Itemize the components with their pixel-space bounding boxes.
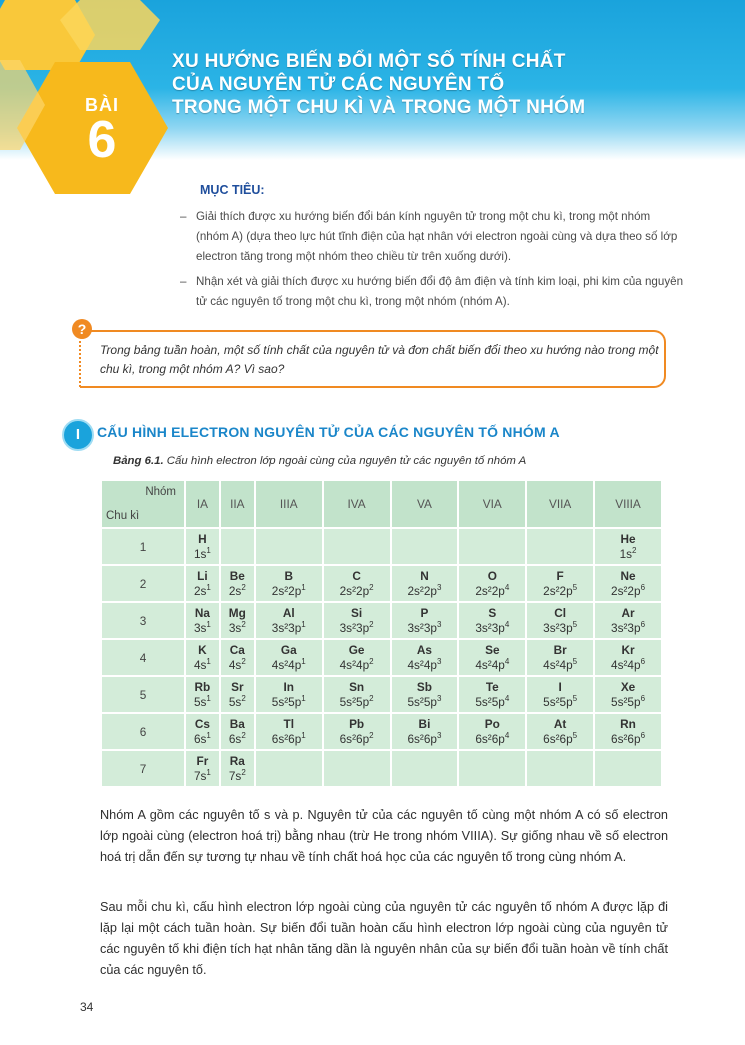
electron-config: $3s^23p^6$ bbox=[611, 619, 646, 635]
element-cell bbox=[221, 640, 254, 675]
element-symbol: Tl bbox=[283, 716, 294, 731]
group-header: IIA bbox=[221, 481, 254, 527]
element-cell bbox=[595, 751, 661, 786]
table-row bbox=[102, 529, 661, 564]
table-row bbox=[102, 751, 661, 786]
table-caption bbox=[113, 455, 673, 467]
element-cell bbox=[221, 566, 254, 601]
corner-period-label: Chu kì bbox=[106, 510, 140, 522]
element-symbol: Cs bbox=[194, 716, 210, 731]
group-header: IIIA bbox=[256, 481, 322, 527]
electron-config: $4s^24p^1$ bbox=[271, 656, 306, 672]
table-row bbox=[102, 566, 661, 601]
electron-config: $5s^25p^3$ bbox=[407, 693, 442, 709]
section-number-icon: I bbox=[62, 419, 94, 451]
element-symbol: Rb bbox=[194, 679, 211, 694]
objective-text: Nhận xét và giải thích được xu hướng biến đổi độ âm điện và tính kim loại, phi kim của nguyên tử các nguyên tố trong một chu kì, trong một nhóm (nhóm A). bbox=[196, 275, 684, 308]
page-number: 34 bbox=[80, 1000, 94, 1014]
question-icon: ? bbox=[72, 319, 92, 339]
element-cell bbox=[459, 603, 525, 638]
element-cell bbox=[186, 529, 219, 564]
element-symbol: B bbox=[284, 568, 294, 583]
element-cell bbox=[459, 640, 525, 675]
electron-config: $5s^25p^5$ bbox=[543, 693, 578, 709]
question-text: Trong bảng tuần hoàn, một số tính chất của nguyên tử và đơn chất biến đổi theo xu hướng nào trong một chu kì, trong một nhóm A? Vì sao? bbox=[100, 343, 659, 376]
group-header: VIIIA bbox=[595, 481, 661, 527]
element-cell bbox=[595, 714, 661, 749]
element-symbol: Br bbox=[553, 642, 567, 657]
element-cell bbox=[527, 677, 593, 712]
dash-bullet: – bbox=[180, 275, 187, 288]
electron-config: $6s^26p^5$ bbox=[543, 730, 578, 746]
electron-config: $4s^2$ bbox=[228, 656, 246, 672]
electron-config: $7s^2$ bbox=[228, 767, 246, 783]
electron-config: $4s^24p^6$ bbox=[611, 656, 646, 672]
electron-config: $5s^25p^1$ bbox=[271, 693, 306, 709]
element-cell bbox=[595, 640, 661, 675]
element-cell bbox=[324, 640, 390, 675]
element-symbol: Na bbox=[194, 605, 210, 620]
element-cell bbox=[392, 751, 458, 786]
electron-config: $3s^2$ bbox=[228, 619, 246, 635]
electron-config: $2s^22p^1$ bbox=[271, 582, 306, 598]
element-symbol: H bbox=[198, 531, 207, 546]
element-cell bbox=[221, 529, 254, 564]
element-symbol: Te bbox=[485, 679, 499, 694]
question-dotted-line bbox=[79, 341, 85, 387]
table-header-row bbox=[102, 481, 661, 527]
element-symbol: Ar bbox=[621, 605, 635, 620]
element-cell bbox=[186, 640, 219, 675]
element-cell bbox=[392, 714, 458, 749]
objectives-heading: MỤC TIÊU: bbox=[200, 183, 265, 197]
dash-bullet: – bbox=[180, 210, 187, 223]
element-symbol: P bbox=[420, 605, 429, 620]
element-cell bbox=[221, 677, 254, 712]
electron-config: $4s^1$ bbox=[193, 656, 211, 672]
element-cell bbox=[595, 677, 661, 712]
element-symbol: S bbox=[488, 605, 497, 620]
lesson-title bbox=[172, 50, 732, 119]
element-cell bbox=[256, 640, 322, 675]
objective-item bbox=[180, 207, 686, 267]
electron-config: $6s^1$ bbox=[193, 730, 211, 746]
table-row bbox=[102, 603, 661, 638]
element-symbol: Al bbox=[282, 605, 295, 620]
element-cell bbox=[459, 751, 525, 786]
electron-config: $4s^24p^3$ bbox=[407, 656, 442, 672]
electron-config: $3s^1$ bbox=[193, 619, 211, 635]
element-cell bbox=[256, 714, 322, 749]
element-symbol: As bbox=[416, 642, 432, 657]
element-cell bbox=[186, 677, 219, 712]
element-cell bbox=[459, 529, 525, 564]
element-symbol: Cl bbox=[554, 605, 567, 620]
element-cell bbox=[595, 603, 661, 638]
element-symbol: I bbox=[558, 679, 562, 694]
group-header: VIA bbox=[459, 481, 525, 527]
element-symbol: Ge bbox=[348, 642, 365, 657]
period-cell: 6 bbox=[102, 714, 184, 749]
element-symbol: F bbox=[556, 568, 564, 583]
electron-config: $3s^23p^3$ bbox=[407, 619, 442, 635]
electron-config: $1s^2$ bbox=[619, 545, 637, 561]
table-row bbox=[102, 677, 661, 712]
corner-group-label: Nhóm bbox=[145, 486, 176, 498]
element-symbol: Fr bbox=[196, 753, 209, 768]
electron-config: $6s^26p^3$ bbox=[407, 730, 442, 746]
objective-item bbox=[180, 272, 686, 312]
element-symbol: Ga bbox=[280, 642, 297, 657]
electron-config: $1s^1$ bbox=[193, 545, 211, 561]
table-row bbox=[102, 640, 661, 675]
element-cell bbox=[527, 603, 593, 638]
electron-config: $6s^26p^4$ bbox=[475, 730, 510, 746]
element-cell bbox=[527, 566, 593, 601]
electron-config-table bbox=[100, 479, 663, 788]
body-paragraph: Sau mỗi chu kì, cấu hình electron lớp ngoài cùng của nguyên tử các nguyên tố nhóm A được lặp đi lặp lại một cách tuần hoàn. Sự biến đổi tuần hoàn cấu hình electron lớp ngoài cùng của nguyên tử các nguyên tố khi điện tích hạt nhân tăng dần là nguyên nhân của sự biến đổi tuần hoàn về tính chất của các nguyên tố. bbox=[100, 900, 668, 977]
lesson-label: BÀI bbox=[85, 95, 119, 115]
element-symbol: Rn bbox=[620, 716, 636, 731]
element-symbol: Sr bbox=[231, 679, 244, 694]
element-symbol: Ra bbox=[229, 753, 245, 768]
objective-text: Giải thích được xu hướng biến đổi bán kính nguyên tử trong một chu kì, trong một nhóm (nhóm A) (dựa theo lực hút tĩnh điện của hạt nhân với electron ngoài cùng và dựa theo số lớp electron tăng trong một nhóm theo chiều từ trên xuống dưới). bbox=[196, 210, 678, 263]
title-line: TRONG MỘT CHU KÌ VÀ TRONG MỘT NHÓM bbox=[172, 97, 586, 118]
element-cell bbox=[256, 603, 322, 638]
electron-config: $2s^1$ bbox=[193, 582, 211, 598]
electron-config: $5s^1$ bbox=[193, 693, 211, 709]
element-cell bbox=[595, 529, 661, 564]
element-cell bbox=[221, 603, 254, 638]
electron-config: $2s^22p^3$ bbox=[407, 582, 442, 598]
element-cell bbox=[186, 751, 219, 786]
table-row bbox=[102, 714, 661, 749]
element-symbol: Xe bbox=[620, 679, 636, 694]
element-symbol: He bbox=[620, 531, 636, 546]
element-cell bbox=[256, 529, 322, 564]
element-symbol: At bbox=[553, 716, 567, 731]
electron-config: $5s^25p^6$ bbox=[611, 693, 646, 709]
period-cell: 1 bbox=[102, 529, 184, 564]
electron-config: $2s^22p^2$ bbox=[339, 582, 374, 598]
element-symbol: Kr bbox=[621, 642, 635, 657]
element-cell bbox=[527, 751, 593, 786]
electron-config: $5s^2$ bbox=[228, 693, 246, 709]
element-cell bbox=[186, 566, 219, 601]
element-cell bbox=[392, 529, 458, 564]
element-cell bbox=[221, 714, 254, 749]
element-cell bbox=[459, 714, 525, 749]
element-symbol: Sb bbox=[416, 679, 432, 694]
element-cell bbox=[324, 677, 390, 712]
element-cell bbox=[459, 566, 525, 601]
electron-config: $7s^1$ bbox=[193, 767, 211, 783]
electron-config: $4s^24p^5$ bbox=[543, 656, 578, 672]
element-cell bbox=[324, 529, 390, 564]
body-paragraph: Nhóm A gồm các nguyên tố s và p. Nguyên tử của các nguyên tố cùng một nhóm A có số electron lớp ngoài cùng (electron hoá trị) bằng nhau (trừ He trong nhóm VIIIA). Sự giống nhau về số electron hoá trị dẫn đến sự tương tự nhau về tính chất hoá học của các nguyên tố trong cùng nhóm A. bbox=[100, 808, 668, 864]
element-symbol: Pb bbox=[349, 716, 365, 731]
element-symbol: Ne bbox=[620, 568, 636, 583]
element-cell bbox=[527, 714, 593, 749]
element-symbol: Se bbox=[485, 642, 500, 657]
period-cell: 3 bbox=[102, 603, 184, 638]
hexagon-top bbox=[60, 0, 160, 50]
table-caption-label: Bảng 6.1. bbox=[113, 455, 164, 467]
element-cell bbox=[256, 566, 322, 601]
group-header: VA bbox=[392, 481, 458, 527]
table-caption-text: Cấu hình electron lớp ngoài cùng của nguyên tử các nguyên tố nhóm A bbox=[163, 455, 527, 467]
electron-config: $4s^24p^2$ bbox=[339, 656, 374, 672]
element-cell bbox=[392, 677, 458, 712]
element-cell bbox=[595, 566, 661, 601]
table-body bbox=[102, 481, 661, 786]
electron-config: $2s^2$ bbox=[228, 582, 246, 598]
element-symbol: Mg bbox=[228, 605, 246, 620]
element-symbol: K bbox=[198, 642, 207, 657]
element-symbol: Si bbox=[351, 605, 363, 620]
electron-config: $3s^23p^2$ bbox=[339, 619, 374, 635]
element-symbol: Sn bbox=[349, 679, 365, 694]
title-line: CỦA NGUYÊN TỬ CÁC NGUYÊN TỐ bbox=[172, 74, 505, 95]
element-symbol: Po bbox=[484, 716, 500, 731]
period-cell: 5 bbox=[102, 677, 184, 712]
element-cell bbox=[256, 677, 322, 712]
element-cell bbox=[324, 566, 390, 601]
element-symbol: N bbox=[420, 568, 429, 583]
electron-config: $3s^23p^1$ bbox=[271, 619, 306, 635]
element-cell bbox=[392, 640, 458, 675]
table-corner-cell bbox=[102, 481, 184, 527]
electron-config: $5s^25p^2$ bbox=[339, 693, 374, 709]
period-cell: 2 bbox=[102, 566, 184, 601]
section-title: CẤU HÌNH ELECTRON NGUYÊN TỬ CỦA CÁC NGUYÊN TỐ NHÓM A bbox=[97, 424, 560, 440]
period-cell: 4 bbox=[102, 640, 184, 675]
electron-config: $2s^22p^5$ bbox=[543, 582, 578, 598]
element-symbol: Ca bbox=[229, 642, 245, 657]
element-symbol: In bbox=[283, 679, 294, 694]
electron-config: $3s^23p^4$ bbox=[475, 619, 510, 635]
element-symbol: Ba bbox=[229, 716, 245, 731]
title-line: XU HƯỚNG BIẾN ĐỔI MỘT SỐ TÍNH CHẤT bbox=[172, 51, 566, 72]
element-cell bbox=[392, 603, 458, 638]
element-cell bbox=[527, 529, 593, 564]
element-cell bbox=[392, 566, 458, 601]
electron-config: $6s^26p^6$ bbox=[611, 730, 646, 746]
group-header: IA bbox=[186, 481, 219, 527]
electron-config: $4s^24p^4$ bbox=[475, 656, 510, 672]
element-symbol: Bi bbox=[418, 716, 431, 731]
electron-config: $6s^26p^1$ bbox=[271, 730, 306, 746]
period-cell: 7 bbox=[102, 751, 184, 786]
element-cell bbox=[186, 603, 219, 638]
element-symbol: C bbox=[352, 568, 361, 583]
electron-config: $6s^26p^2$ bbox=[339, 730, 374, 746]
element-cell bbox=[186, 714, 219, 749]
electron-config: $5s^25p^4$ bbox=[475, 693, 510, 709]
group-header: IVA bbox=[324, 481, 390, 527]
element-cell bbox=[324, 714, 390, 749]
element-symbol: O bbox=[487, 568, 497, 583]
element-cell bbox=[324, 751, 390, 786]
element-cell bbox=[527, 640, 593, 675]
electron-config: $6s^2$ bbox=[228, 730, 246, 746]
element-cell bbox=[459, 677, 525, 712]
group-header: VIIA bbox=[527, 481, 593, 527]
element-cell bbox=[221, 751, 254, 786]
element-cell bbox=[256, 751, 322, 786]
electron-config: $2s^22p^6$ bbox=[611, 582, 646, 598]
element-cell bbox=[324, 603, 390, 638]
electron-config: $2s^22p^4$ bbox=[475, 582, 510, 598]
element-symbol: Li bbox=[197, 568, 208, 583]
electron-config: $3s^23p^5$ bbox=[543, 619, 578, 635]
lesson-number: 6 bbox=[87, 111, 117, 169]
element-symbol: Be bbox=[229, 568, 245, 583]
